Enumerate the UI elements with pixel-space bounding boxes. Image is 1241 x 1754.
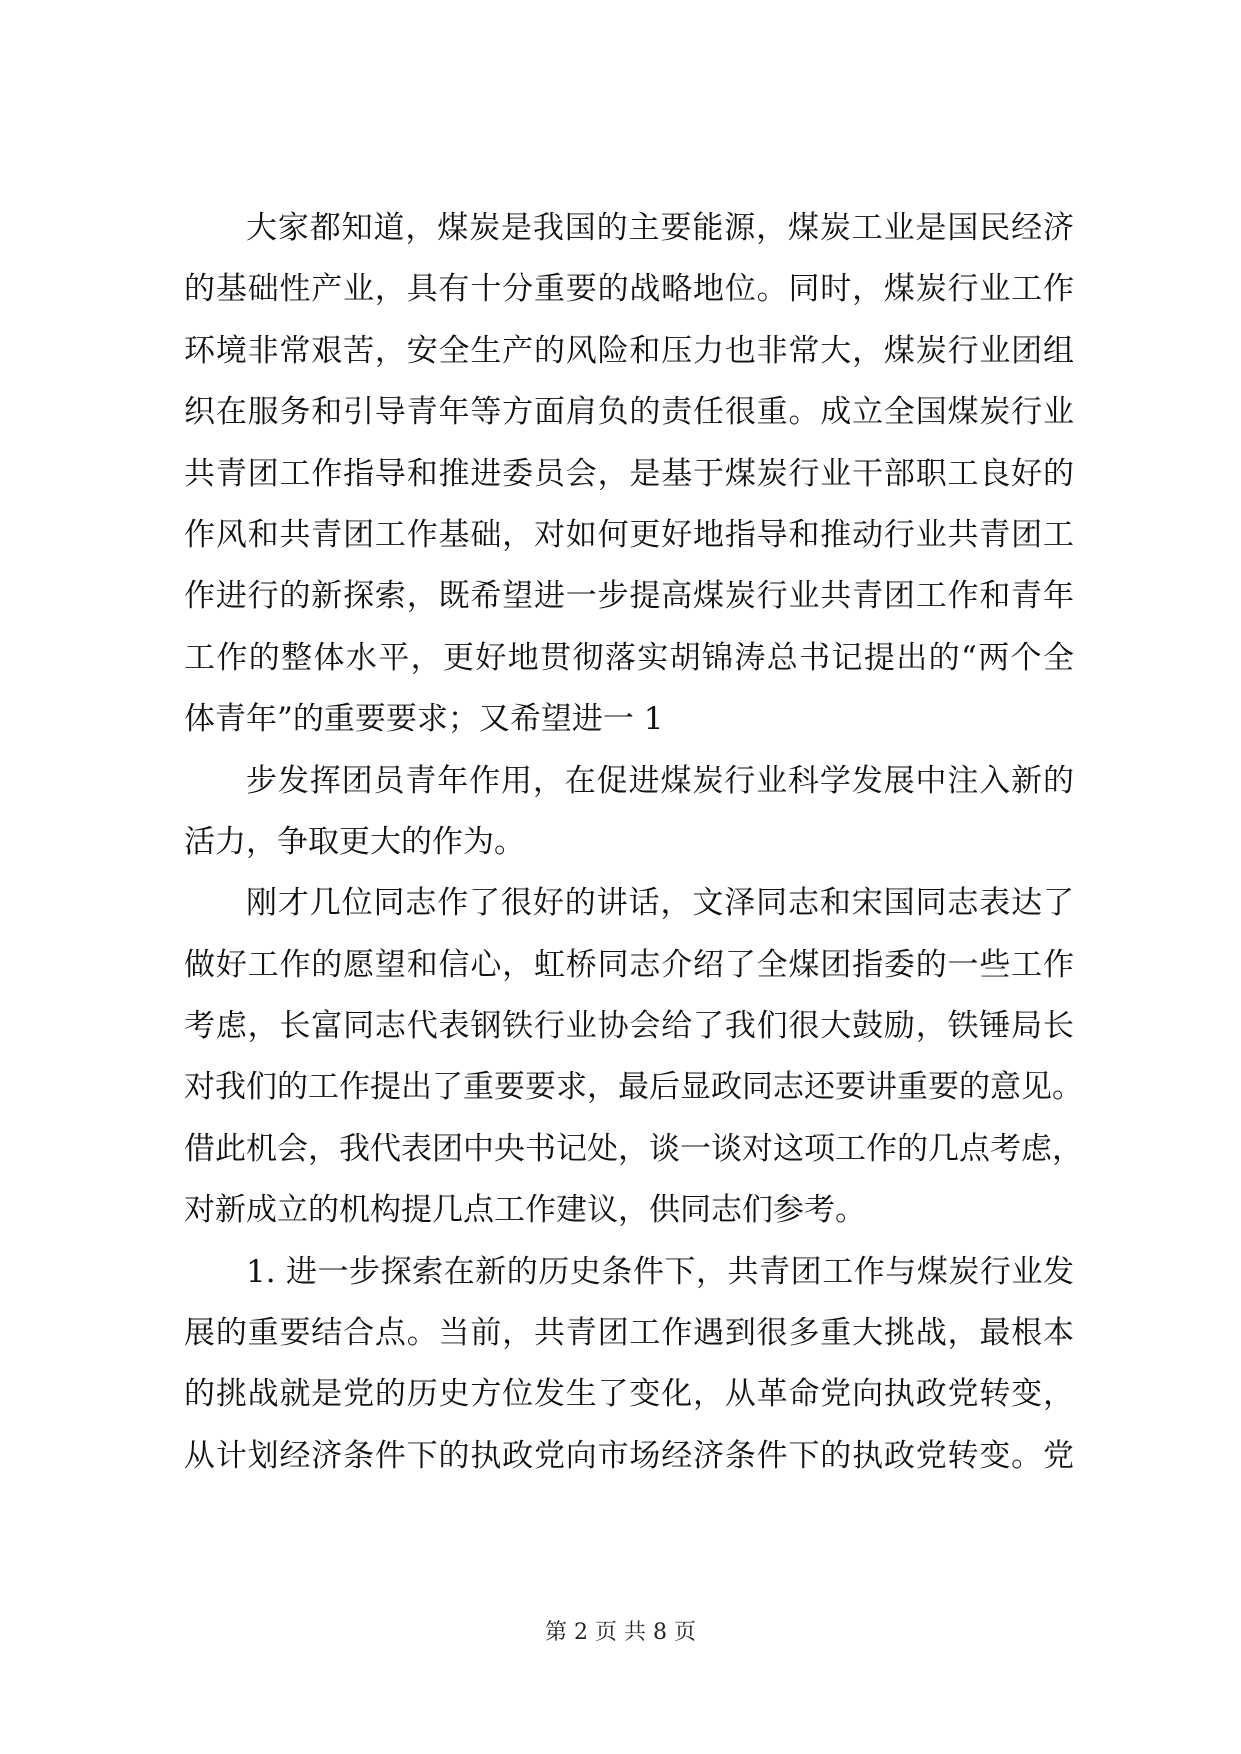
paragraph-line: 步发挥团员青年作用，在促进煤炭行业科学发展中注入新的 [246,762,1074,799]
paragraph-line: 环境非常艰苦，安全生产的风险和压力也非常大，煤炭行业团组 [184,332,1074,369]
paragraph-line: 体青年”的重要要求；又希望进一 1 [184,701,664,738]
paragraph-line: 借此机会，我代表团中央书记处，谈一谈对这项工作的几点考虑， [184,1130,1083,1167]
paragraph-line: 的基础性产业，具有十分重要的战略地位。同时，煤炭行业工作 [184,271,1074,308]
paragraph-line: 对我们的工作提出了重要要求，最后显政同志还要讲重要的意见。 [184,1069,1083,1106]
paragraph-line: 共青团工作指导和推进委员会，是基于煤炭行业干部职工良好的 [184,455,1074,492]
document-body [184,198,1083,1487]
paragraph-line: 刚才几位同志作了很好的讲话，文泽同志和宋国同志表达了 [246,885,1074,922]
paragraph-line: 织在服务和引导青年等方面肩负的责任很重。成立全国煤炭行业 [184,394,1074,431]
paragraph-line: 作风和共青团工作基础，对如何更好地指导和推动行业共青团工 [184,516,1074,553]
paragraph-line: 1. 进一步探索在新的历史条件下，共青团工作与煤炭行业发 [246,1253,1074,1290]
paragraph-line: 做好工作的愿望和信心，虹桥同志介绍了全煤团指委的一些工作 [184,946,1074,983]
paragraph-line: 活力，争取更大的作为。 [184,823,525,860]
paragraph-line: 大家都知道，煤炭是我国的主要能源，煤炭工业是国民经济 [246,210,1074,246]
paragraph-line: 工作的整体水平，更好地贯彻落实胡锦涛总书记提出的“两个全 [184,639,1074,676]
paragraph-line: 展的重要结合点。当前，共青团工作遇到很多重大挑战，最根本 [184,1315,1074,1352]
paragraph-line: 的挑战就是党的历史方位发生了变化，从革命党向执政党转变， [184,1376,1074,1413]
paragraph-line: 从计划经济条件下的执政党向市场经济条件下的执政党转变。党 [184,1437,1074,1474]
paragraph-line: 对新成立的机构提几点工作建议，供同志们参考。 [184,1192,866,1229]
page-number-footer: 第 2 页 共 8 页 [545,1620,696,1645]
paragraph-line: 考虑，长富同志代表钢铁行业协会给了我们很大鼓励，铁锤局长 [184,1008,1074,1045]
paragraph-line: 作进行的新探索，既希望进一步提高煤炭行业共青团工作和青年 [184,578,1074,615]
